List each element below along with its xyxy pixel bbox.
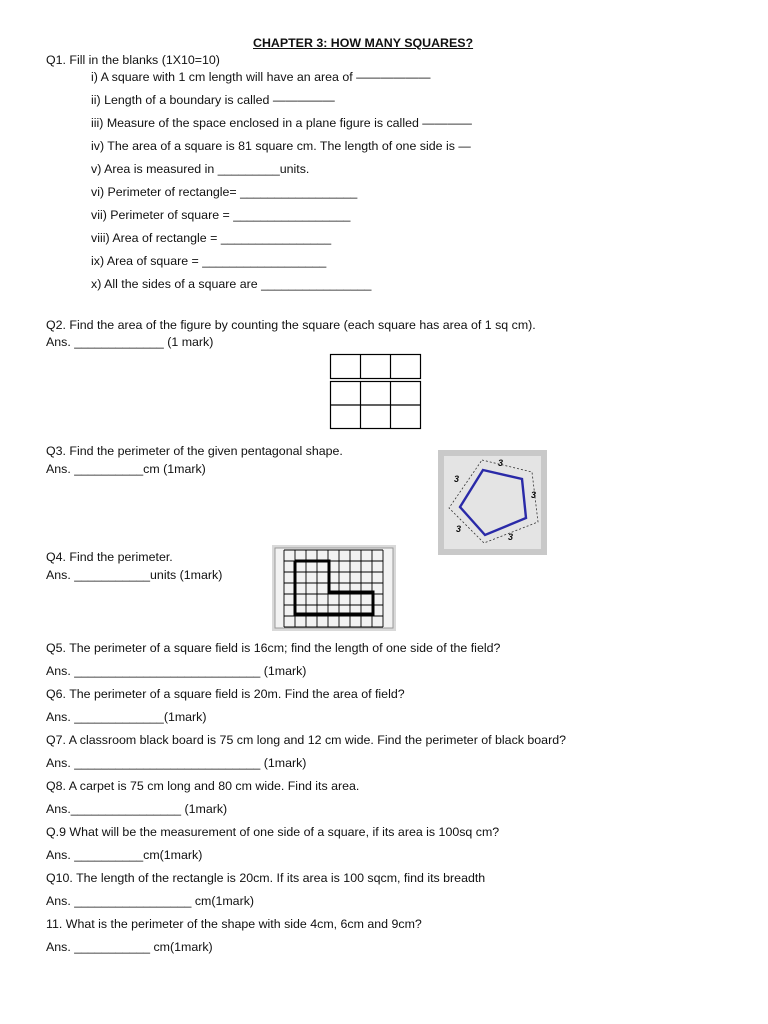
q2-answer: Ans. _____________ (1 mark) — [46, 335, 214, 349]
q1-item: ix) Area of square = __________________ — [91, 254, 327, 268]
grid-figure-q4 — [272, 545, 396, 631]
q8-answer: Ans.________________ (1mark) — [46, 802, 228, 816]
q1-item: vii) Perimeter of square = _________________ — [91, 208, 351, 222]
q10-question: Q10. The length of the rectangle is 20cm. If its area is 100 sqcm, find its breadth — [46, 871, 486, 885]
q6-question: Q6. The perimeter of a square field is 20m. Find the area of field? — [46, 687, 405, 701]
side-label: 3 — [456, 524, 462, 534]
q1-item: viii) Area of rectangle = ________________ — [91, 231, 332, 245]
q5-answer: Ans. ___________________________ (1mark) — [46, 664, 307, 678]
q6-answer: Ans. _____________(1mark) — [46, 710, 207, 724]
q1-item: ii) Length of a boundary is called ————— — [91, 93, 335, 107]
side-label: 3 — [531, 490, 537, 500]
page-title: CHAPTER 3: HOW MANY SQUARES? — [253, 36, 474, 50]
q7-question: Q7. A classroom black board is 75 cm long and 12 cm wide. Find the perimeter of black board? — [46, 733, 566, 747]
q11-answer: Ans. ___________ cm(1mark) — [46, 940, 213, 954]
q9-answer: Ans. __________cm(1mark) — [46, 848, 203, 862]
q1-heading: Q1. Fill in the blanks (1X10=10) — [46, 53, 220, 67]
q3-question: Q3. Find the perimeter of the given pentagonal shape. — [46, 444, 343, 458]
side-label: 3 — [498, 458, 504, 468]
q1-item: iv) The area of a square is 81 square cm. The length of one side is — — [91, 139, 471, 153]
q1-item: iii) Measure of the space enclosed in a plane figure is called ———— — [91, 116, 472, 130]
side-label: 3 — [508, 532, 514, 542]
pentagon-figure — [438, 450, 547, 555]
grid-figure-q2 — [329, 353, 423, 431]
q4-question: Q4. Find the perimeter. — [46, 550, 173, 564]
q9-question: Q.9 What will be the measurement of one side of a square, if its area is 100sq cm? — [46, 825, 500, 839]
q1-item: i) A square with 1 cm length will have an area of —————— — [91, 70, 431, 84]
q1-item: vi) Perimeter of rectangle= _________________ — [91, 185, 358, 199]
q11-question: 11. What is the perimeter of the shape with side 4cm, 6cm and 9cm? — [46, 917, 422, 931]
q3-answer: Ans. __________cm (1mark) — [46, 462, 206, 476]
q8-question: Q8. A carpet is 75 cm long and 80 cm wide. Find its area. — [46, 779, 360, 793]
q10-answer: Ans. _________________ cm(1mark) — [46, 894, 255, 908]
q1-item: x) All the sides of a square are ________________ — [91, 277, 372, 291]
side-label: 3 — [454, 474, 460, 484]
q5-question: Q5. The perimeter of a square field is 16cm; find the length of one side of the field? — [46, 641, 501, 655]
q7-answer: Ans. ___________________________ (1mark) — [46, 756, 307, 770]
q4-answer: Ans. ___________units (1mark) — [46, 568, 223, 582]
q1-item: v) Area is measured in _________units. — [91, 162, 310, 176]
q2-question: Q2. Find the area of the figure by counting the square (each square has area of 1 sq cm). — [46, 318, 536, 332]
